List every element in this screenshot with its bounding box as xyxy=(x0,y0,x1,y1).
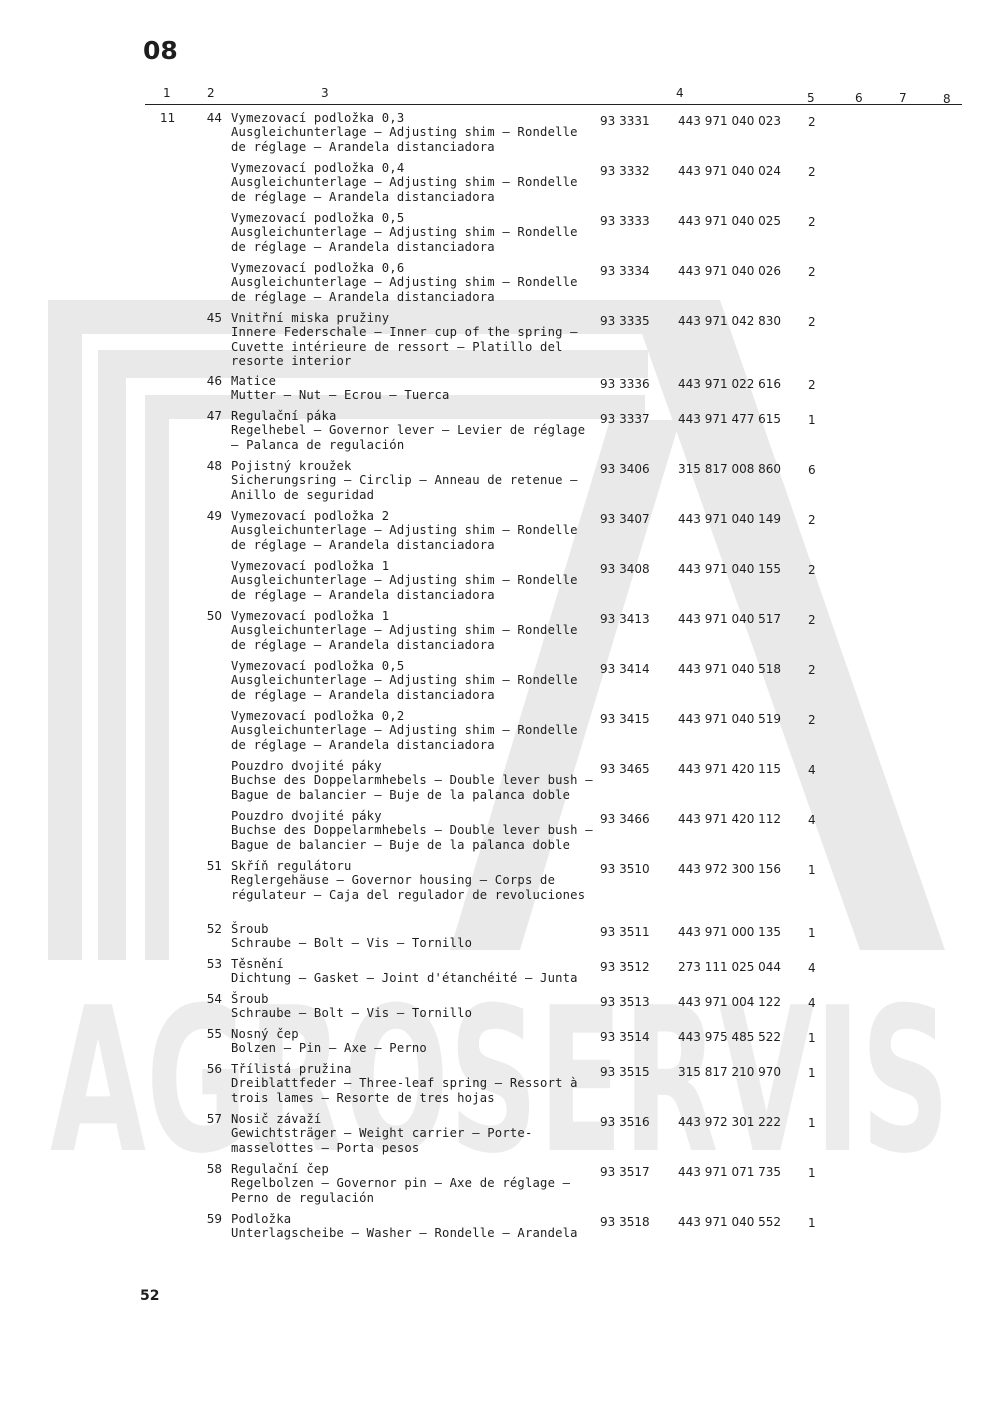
table-row xyxy=(0,759,1000,809)
position-cell: 52 xyxy=(206,922,222,936)
watermark-text: AGROSERVIS xyxy=(50,965,950,1198)
description-cell xyxy=(231,659,593,702)
quantity-cell: 2 xyxy=(808,613,816,627)
description-cell xyxy=(231,809,593,852)
part-name-czech: Pouzdro dvojité páky xyxy=(231,809,382,823)
position-cell: 59 xyxy=(206,1212,222,1226)
part-number-cell: 443 971 040 519 xyxy=(678,712,782,726)
description-cell xyxy=(231,1112,593,1155)
quantity-cell: 2 xyxy=(808,115,816,129)
position-cell: 56 xyxy=(206,1062,222,1076)
catalog-code-cell: 93 3332 xyxy=(600,164,650,178)
part-name-czech: Vymezovací podložka 0,2 xyxy=(231,709,405,723)
quantity-cell: 4 xyxy=(808,763,816,777)
part-number-cell: 443 971 040 517 xyxy=(678,612,782,626)
col-number-3: 3 xyxy=(321,86,329,100)
quantity-cell: 2 xyxy=(808,513,816,527)
description-cell xyxy=(231,759,593,802)
part-name-czech: Pouzdro dvojité páky xyxy=(231,759,382,773)
description-cell xyxy=(231,459,593,502)
col-number-7: 7 xyxy=(899,91,907,105)
col-number-5: 5 xyxy=(807,91,815,105)
part-number-cell: 443 971 040 149 xyxy=(678,512,782,526)
table-row xyxy=(0,992,1000,1027)
catalog-code-cell: 93 3512 xyxy=(600,960,650,974)
quantity-cell: 1 xyxy=(808,1216,816,1230)
table-row xyxy=(0,1062,1000,1112)
part-name-czech: Vymezovací podložka 2 xyxy=(231,509,390,523)
table-row xyxy=(0,1212,1000,1242)
part-number-cell: 443 971 042 830 xyxy=(678,314,782,328)
position-cell: 51 xyxy=(206,859,222,873)
part-name-translations: Sicherungsring — Circlip — Anneau de retenue — Anillo de seguridad xyxy=(231,473,578,502)
part-number-cell: 443 971 040 026 xyxy=(678,264,782,278)
part-name-czech: Regulační páka xyxy=(231,409,337,423)
part-number-cell: 443 971 004 122 xyxy=(678,995,782,1009)
description-cell xyxy=(231,211,593,254)
table-row xyxy=(0,559,1000,609)
catalog-code-cell: 93 3466 xyxy=(600,812,650,826)
description-cell xyxy=(231,1027,593,1056)
table-row xyxy=(0,1027,1000,1062)
description-cell xyxy=(231,922,593,951)
catalog-code-cell: 93 3408 xyxy=(600,562,650,576)
part-number-cell: 443 972 301 222 xyxy=(678,1115,782,1129)
part-name-translations: Ausgleichunterlage — Adjusting shim — Rondelle de réglage — Arandela distanciadora xyxy=(231,623,578,652)
description-cell xyxy=(231,559,593,602)
part-name-czech: Regulační čep xyxy=(231,1162,329,1176)
part-name-czech: Třílistá pružina xyxy=(231,1062,352,1076)
col-number-8: 8 xyxy=(943,92,951,106)
catalog-code-cell: 93 3414 xyxy=(600,662,650,676)
position-cell: 46 xyxy=(206,374,222,388)
catalog-code-cell: 93 3335 xyxy=(600,314,650,328)
table-row xyxy=(0,659,1000,709)
description-cell xyxy=(231,161,593,204)
table-row xyxy=(0,859,1000,922)
part-name-czech: Pojistný kroužek xyxy=(231,459,352,473)
table-row xyxy=(0,459,1000,509)
table-row xyxy=(0,374,1000,409)
part-name-czech: Skříň regulátoru xyxy=(231,859,352,873)
position-cell: 47 xyxy=(206,409,222,423)
table-row xyxy=(0,1162,1000,1212)
part-name-czech: Šroub xyxy=(231,922,269,936)
description-cell xyxy=(231,374,593,403)
table-row xyxy=(0,809,1000,859)
part-name-translations: Buchse des Doppelarmhebels — Double lever bush — Bague de balancier — Buje de la palanca doble xyxy=(231,773,593,802)
catalog-code-cell: 93 3514 xyxy=(600,1030,650,1044)
table-row xyxy=(0,409,1000,459)
part-name-translations: Bolzen — Pin — Axe — Perno xyxy=(231,1041,427,1056)
part-number-cell: 315 817 210 970 xyxy=(678,1065,782,1079)
part-number-cell: 443 971 477 615 xyxy=(678,412,782,426)
part-name-translations: Buchse des Doppelarmhebels — Double lever bush — Bague de balancier — Buje de la palanca doble xyxy=(231,823,593,852)
position-cell: 48 xyxy=(206,459,222,473)
part-number-cell: 443 971 040 023 xyxy=(678,114,782,128)
quantity-cell: 2 xyxy=(808,663,816,677)
position-cell: 45 xyxy=(206,311,222,325)
part-number-cell: 443 971 040 025 xyxy=(678,214,782,228)
description-cell xyxy=(231,409,593,452)
group-cell: 11 xyxy=(160,111,176,125)
col-number-1: 1 xyxy=(163,86,171,100)
catalog-code-cell: 93 3336 xyxy=(600,377,650,391)
part-name-czech: Podložka xyxy=(231,1212,292,1226)
part-name-translations: Schraube — Bolt — Vis — Tornillo xyxy=(231,936,473,951)
part-name-translations: Ausgleichunterlage — Adjusting shim — Rondelle de réglage — Arandela distanciadora xyxy=(231,275,578,304)
position-cell: 55 xyxy=(206,1027,222,1041)
catalog-code-cell: 93 3517 xyxy=(600,1165,650,1179)
catalog-code-cell: 93 3407 xyxy=(600,512,650,526)
description-cell xyxy=(231,261,593,304)
table-row xyxy=(0,161,1000,211)
quantity-cell: 4 xyxy=(808,996,816,1010)
table-row xyxy=(0,1112,1000,1162)
col-number-4: 4 xyxy=(676,86,684,100)
part-name-translations: Regelbolzen — Governor pin — Axe de réglage — Perno de regulación xyxy=(231,1176,571,1205)
quantity-cell: 1 xyxy=(808,863,816,877)
part-name-czech: Šroub xyxy=(231,992,269,1006)
quantity-cell: 2 xyxy=(808,378,816,392)
part-number-cell: 443 971 420 115 xyxy=(678,762,782,776)
part-name-translations: Innere Federschale — Inner cup of the spring — Cuvette intérieure de ressort — Platillo del resorte interior xyxy=(231,325,578,369)
quantity-cell: 2 xyxy=(808,215,816,229)
catalog-code-cell: 93 3515 xyxy=(600,1065,650,1079)
part-name-translations: Ausgleichunterlage — Adjusting shim — Rondelle de réglage — Arandela distanciadora xyxy=(231,573,578,602)
description-cell xyxy=(231,1162,593,1205)
part-number-cell: 443 971 040 155 xyxy=(678,562,782,576)
description-cell xyxy=(231,111,593,154)
position-cell: 44 xyxy=(206,111,222,125)
part-name-translations: Ausgleichunterlage — Adjusting shim — Rondelle de réglage — Arandela distanciadora xyxy=(231,125,578,154)
part-name-translations: Ausgleichunterlage — Adjusting shim — Rondelle de réglage — Arandela distanciadora xyxy=(231,723,578,752)
position-cell: 53 xyxy=(206,957,222,971)
quantity-cell: 1 xyxy=(808,1066,816,1080)
catalog-code-cell: 93 3465 xyxy=(600,762,650,776)
part-name-czech: Nosný čep xyxy=(231,1027,299,1041)
description-cell xyxy=(231,709,593,752)
quantity-cell: 1 xyxy=(808,413,816,427)
catalog-code-cell: 93 3510 xyxy=(600,862,650,876)
part-name-czech: Vymezovací podložka 0,4 xyxy=(231,161,405,175)
catalog-code-cell: 93 3516 xyxy=(600,1115,650,1129)
page-number: 52 xyxy=(140,1288,160,1304)
col-number-6: 6 xyxy=(855,91,863,105)
part-number-cell: 273 111 025 044 xyxy=(678,960,782,974)
part-number-cell: 443 971 022 616 xyxy=(678,377,782,391)
quantity-cell: 1 xyxy=(808,1166,816,1180)
part-number-cell: 443 971 000 135 xyxy=(678,925,782,939)
quantity-cell: 2 xyxy=(808,315,816,329)
catalog-code-cell: 93 3413 xyxy=(600,612,650,626)
part-number-cell: 443 971 040 518 xyxy=(678,662,782,676)
catalog-code-cell: 93 3513 xyxy=(600,995,650,1009)
part-number-cell: 443 971 420 112 xyxy=(678,812,782,826)
table-row xyxy=(0,111,1000,161)
part-number-cell: 443 971 071 735 xyxy=(678,1165,782,1179)
col-number-2: 2 xyxy=(207,86,215,100)
part-number-cell: 443 971 040 552 xyxy=(678,1215,782,1229)
table-row xyxy=(0,311,1000,374)
part-name-translations: Reglergehäuse — Governor housing — Corps de régulateur — Caja del regulador de revoluciones xyxy=(231,873,586,902)
table-row xyxy=(0,957,1000,992)
column-header-row xyxy=(0,86,1000,106)
parts-table xyxy=(0,111,1000,1242)
catalog-code-cell: 93 3333 xyxy=(600,214,650,228)
part-name-czech: Vymezovací podložka 0,6 xyxy=(231,261,405,275)
table-row xyxy=(0,261,1000,311)
quantity-cell: 2 xyxy=(808,165,816,179)
quantity-cell: 6 xyxy=(808,463,816,477)
quantity-cell: 1 xyxy=(808,1116,816,1130)
part-name-czech: Nosič závaží xyxy=(231,1112,322,1126)
description-cell xyxy=(231,1062,593,1105)
description-cell xyxy=(231,957,593,986)
quantity-cell: 2 xyxy=(808,713,816,727)
catalog-code-cell: 93 3518 xyxy=(600,1215,650,1229)
part-number-cell: 443 971 040 024 xyxy=(678,164,782,178)
part-name-czech: Vymezovací podložka 1 xyxy=(231,559,390,573)
quantity-cell: 4 xyxy=(808,961,816,975)
description-cell xyxy=(231,609,593,652)
part-name-translations: Regelhebel — Governor lever — Levier de réglage — Palanca de regulación xyxy=(231,423,586,452)
part-name-czech: Vymezovací podložka 0,5 xyxy=(231,211,405,225)
part-name-translations: Ausgleichunterlage — Adjusting shim — Rondelle de réglage — Arandela distanciadora xyxy=(231,175,578,204)
catalog-code-cell: 93 3406 xyxy=(600,462,650,476)
part-name-translations: Schraube — Bolt — Vis — Tornillo xyxy=(231,1006,473,1021)
part-name-translations: Gewichtsträger — Weight carrier — Porte-masselottes — Porta pesos xyxy=(231,1126,533,1155)
table-row xyxy=(0,509,1000,559)
table-row xyxy=(0,709,1000,759)
quantity-cell: 4 xyxy=(808,813,816,827)
catalog-code-cell: 93 3331 xyxy=(600,114,650,128)
part-name-translations: Ausgleichunterlage — Adjusting shim — Rondelle de réglage — Arandela distanciadora xyxy=(231,673,578,702)
catalog-code-cell: 93 3334 xyxy=(600,264,650,278)
part-name-translations: Dreiblattfeder — Three-leaf spring — Ressort à trois lames — Resorte de tres hojas xyxy=(231,1076,578,1105)
part-name-translations: Ausgleichunterlage — Adjusting shim — Rondelle de réglage — Arandela distanciadora xyxy=(231,225,578,254)
part-name-czech: Vymezovací podložka 0,5 xyxy=(231,659,405,673)
position-cell: 54 xyxy=(206,992,222,1006)
description-cell xyxy=(231,311,593,369)
description-cell xyxy=(231,992,593,1021)
section-number: 08 xyxy=(143,36,178,65)
part-number-cell: 443 972 300 156 xyxy=(678,862,782,876)
part-name-czech: Matice xyxy=(231,374,277,388)
quantity-cell: 2 xyxy=(808,563,816,577)
description-cell xyxy=(231,509,593,552)
table-row xyxy=(0,922,1000,957)
description-cell xyxy=(231,859,593,902)
position-cell: 49 xyxy=(206,509,222,523)
part-name-czech: Vymezovací podložka 1 xyxy=(231,609,390,623)
table-row xyxy=(0,211,1000,261)
quantity-cell: 1 xyxy=(808,926,816,940)
part-name-czech: Vnitřní miska pružiny xyxy=(231,311,390,325)
part-name-translations: Dichtung — Gasket — Joint d'étanchéité — Junta xyxy=(231,971,578,986)
position-cell: 58 xyxy=(206,1162,222,1176)
part-name-czech: Vymezovací podložka 0,3 xyxy=(231,111,405,125)
catalog-code-cell: 93 3415 xyxy=(600,712,650,726)
description-cell xyxy=(231,1212,593,1241)
catalog-code-cell: 93 3337 xyxy=(600,412,650,426)
part-name-translations: Unterlagscheibe — Washer — Rondelle — Arandela xyxy=(231,1226,578,1241)
position-cell: 57 xyxy=(206,1112,222,1126)
part-name-translations: Mutter — Nut — Ecrou — Tuerca xyxy=(231,388,450,403)
catalog-code-cell: 93 3511 xyxy=(600,925,650,939)
position-cell: 50 xyxy=(206,609,222,623)
quantity-cell: 1 xyxy=(808,1031,816,1045)
part-number-cell: 443 975 485 522 xyxy=(678,1030,782,1044)
part-name-translations: Ausgleichunterlage — Adjusting shim — Rondelle de réglage — Arandela distanciadora xyxy=(231,523,578,552)
part-number-cell: 315 817 008 860 xyxy=(678,462,782,476)
table-row xyxy=(0,609,1000,659)
part-name-czech: Těsnění xyxy=(231,957,284,971)
quantity-cell: 2 xyxy=(808,265,816,279)
